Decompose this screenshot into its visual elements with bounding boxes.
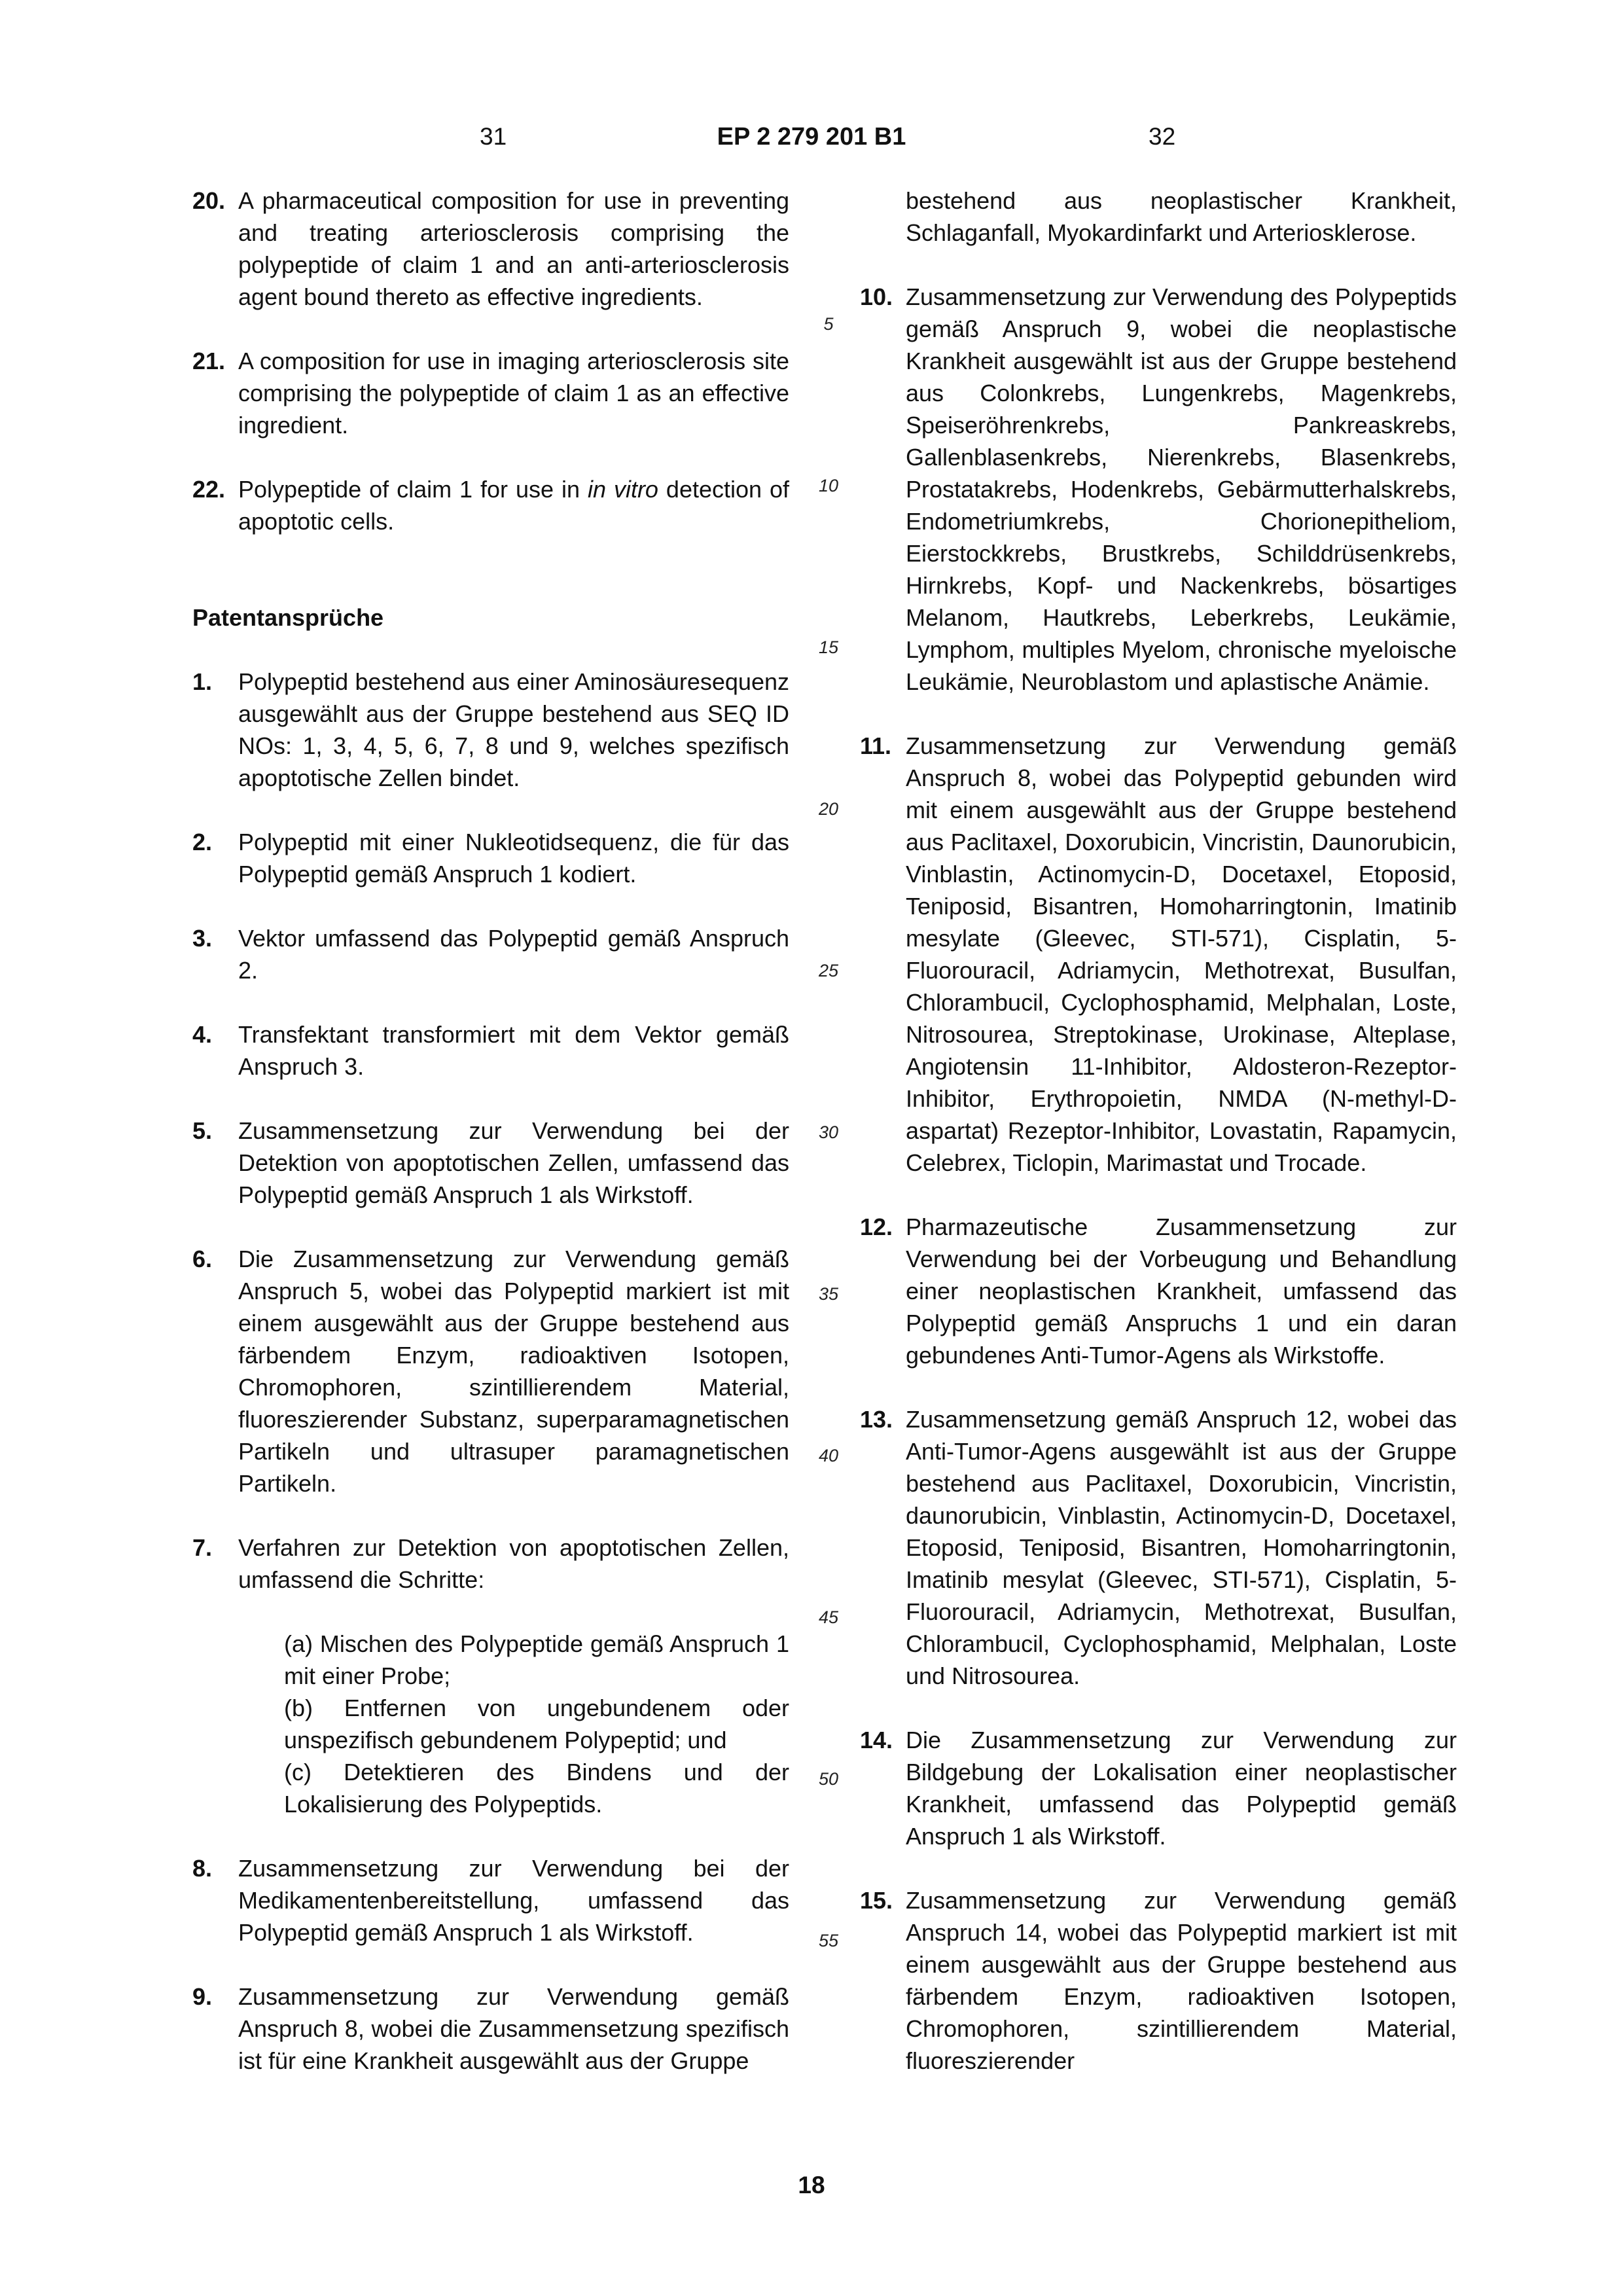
claim-15 — [860, 1884, 1457, 2077]
claim-8 — [192, 1852, 789, 1948]
line-number: 15 — [818, 637, 839, 657]
claim-text: Zusammensetzung zur Verwendung gemäß Anspruch 8, wobei die Zusammensetzung spezifisch ist für eine Krankheit ausgewählt aus der Gruppe — [238, 1983, 789, 2074]
line-number: 35 — [818, 1284, 839, 1304]
claim-text: Zusammensetzung zur Verwendung bei der Medikamentenbereitstellung, umfassend das Polypeptid gemäß Anspruch 1 als Wirkstoff. — [238, 1855, 789, 1946]
left-column — [192, 185, 789, 2077]
claim-2 — [192, 826, 789, 890]
claim-number: 8. — [192, 1855, 213, 1882]
line-number: 45 — [818, 1607, 839, 1627]
claim-3 — [192, 922, 789, 986]
claim-number: 15. — [860, 1887, 893, 1914]
claim-text: Transfektant transformiert mit dem Vektor gemäß Anspruch 3. — [238, 1021, 789, 1080]
claim-text: Zusammensetzung gemäß Anspruch 12, wobei das Anti-Tumor-Agens ausgewählt ist aus der Gruppe bestehend aus Paclitaxel, Doxorubicin, Vincristin, daunorubicin, Vinblastin, Actinomycin-D, Docetaxel, Etoposid, Teniposid, Bisantren, Homoharringtonin, Imatinib mesylat (Gleevec, STI-571), Cisplatin, 5-Fluorouracil, Adriamycin, Methotrexat, Busulfan, Chlorambucil, Cyclophosphamid, Melphalan, Loste und Nitrosourea. — [906, 1406, 1457, 1689]
claim-number: 20. — [192, 187, 226, 214]
claim-14 — [860, 1724, 1457, 1852]
claim-text: Zusammensetzung zur Verwendung gemäß Anspruch 8, wobei das Polypeptid gebunden wird mit einem ausgewählt aus der Gruppe bestehend aus Paclitaxel, Doxorubicin, Vincristin, Daunorubicin, Vinblastin, Actinomycin-D, Docetaxel, Etoposid, Teniposid, Bisantren, Homoharringtonin, Imatinib mesylate (Gleevec, STI-571), Cisplatin, 5-Fluorouracil, Adriamycin, Methotrexat, Busulfan, Chlorambucil, Cyclophosphamid, Melphalan, Loste, Nitrosourea, Streptokinase, Urokinase, Alteplase, Angiotensin 11-Inhibitor, Aldosteron-Rezeptor-Inhibitor, Erythropoietin, NMDA (N-methyl-D-aspartat) Rezeptor-Inhibitor, Lovastatin, Rapamycin, Celebrex, Ticlopin, Marimastat und Trocade. — [906, 732, 1457, 1176]
section-heading: Patentansprüche — [192, 604, 384, 631]
claim-number: 2. — [192, 829, 213, 855]
claim-text-italic: in vitro — [587, 476, 658, 503]
line-number: 50 — [818, 1769, 839, 1789]
claim-10 — [860, 281, 1457, 698]
claim-text: Die Zusammensetzung zur Verwendung zur Bildgebung der Lokalisation einer neoplastischer Krankheit, umfassend das Polypeptid gemäß Anspruch 1 als Wirkstoff. — [906, 1727, 1457, 1850]
line-number: 20 — [818, 799, 839, 819]
right-column — [860, 185, 1457, 2077]
claim-number: 1. — [192, 668, 213, 695]
line-number: 55 — [818, 1931, 839, 1950]
step-a: (a) Mischen des Polypeptide gemäß Anspruch 1 mit einer Probe; — [284, 1630, 789, 1689]
document-number: EP 2 279 201 B1 — [717, 123, 906, 151]
claim-4 — [192, 1018, 789, 1083]
claim-7 — [192, 1532, 789, 1596]
claim-text: A pharmaceutical composition for use in preventing and treating arteriosclerosis comprising the polypeptide of claim 1 and an anti-arteriosclerosis agent bound thereto as effective ingredients. — [238, 187, 789, 310]
page-number-left: 31 — [480, 123, 507, 150]
claim-number: 7. — [192, 1534, 213, 1561]
claim-number: 6. — [192, 1246, 213, 1272]
continuation-text: bestehend aus neoplastischer Krankheit, Schlaganfall, Myokardinfarkt und Arteriosklerose. — [906, 187, 1457, 246]
claim-text-after: detection of apoptotic cells. — [238, 476, 790, 535]
claim-text: Polypeptid bestehend aus einer Aminosäuresequenz ausgewählt aus der Gruppe bestehend aus SEQ ID NOs: 1, 3, 4, 5, 6, 7, 8 und 9, welches spezifisch apoptotische Zellen bindet. — [238, 668, 789, 791]
claim-number: 21. — [192, 348, 226, 374]
claim-text: Die Zusammensetzung zur Verwendung gemäß Anspruch 5, wobei das Polypeptid markiert ist mit einem ausgewählt aus der Gruppe bestehend aus färbendem Enzym, radioaktiven Isotopen, Chromophoren, szintillierendem Material, fluoreszierender Substanz, superparamagnetischen Partikeln und ultrasuper paramagnetischen Partikeln. — [238, 1246, 789, 1497]
claim-text: Vektor umfassend das Polypeptid gemäß Anspruch 2. — [238, 925, 789, 984]
claim-number: 14. — [860, 1727, 893, 1753]
claim-number: 4. — [192, 1021, 213, 1048]
claim-11 — [860, 730, 1457, 1179]
claim-5 — [192, 1115, 789, 1211]
step-b: (b) Entfernen von ungebundenem oder unspezifisch gebundenem Polypeptid; und — [284, 1695, 789, 1753]
claim-text-before: Polypeptide of claim 1 for use in — [238, 476, 588, 503]
claim-number: 11. — [860, 732, 892, 759]
claim-number: 3. — [192, 925, 213, 952]
claim-number: 13. — [860, 1406, 893, 1433]
line-number: 25 — [818, 961, 839, 980]
line-number: 40 — [818, 1446, 839, 1465]
footer-page-number: 18 — [798, 2172, 825, 2198]
claim-21 — [192, 345, 789, 441]
claim-number: 10. — [860, 283, 893, 310]
claim-number: 12. — [860, 1213, 893, 1240]
claim-22 — [192, 473, 789, 537]
page-number-right: 32 — [1149, 123, 1176, 150]
claim-number: 5. — [192, 1117, 213, 1144]
claim-text: A composition for use in imaging arteriosclerosis site comprising the polypeptide of claim 1 as an effective ingredient. — [238, 348, 789, 439]
claim-9 — [192, 1981, 789, 2077]
line-number: 30 — [818, 1122, 839, 1142]
claim-number: 9. — [192, 1983, 213, 2010]
claim-20 — [192, 185, 789, 313]
claim-number: 22. — [192, 476, 226, 503]
claim-text: Verfahren zur Detektion von apoptotischen Zellen, umfassend die Schritte: — [238, 1534, 789, 1593]
claim-text: Zusammensetzung zur Verwendung gemäß Anspruch 14, wobei das Polypeptid markiert ist mit einem ausgewählt aus der Gruppe bestehend aus färbendem Enzym, radioaktiven Isotopen, Chromophoren, szintillierendem Material, fluoreszierender — [906, 1887, 1457, 2074]
claim-1 — [192, 666, 789, 794]
line-number: 5 — [823, 314, 834, 334]
claim-6 — [192, 1243, 789, 1499]
claim-7-steps — [192, 1628, 789, 1820]
claim-12 — [860, 1211, 1457, 1371]
claim-text: Polypeptid mit einer Nukleotidsequenz, die für das Polypeptid gemäß Anspruch 1 kodiert. — [238, 829, 789, 888]
line-number: 10 — [818, 476, 839, 495]
claim-13 — [860, 1403, 1457, 1692]
claim-text: Zusammensetzung zur Verwendung des Polypeptids gemäß Anspruch 9, wobei die neoplastische Krankheit ausgewählt ist aus der Gruppe bestehend aus Colonkrebs, Lungenkrebs, Magenkrebs, Speiseröhrenkrebs, Pankreaskrebs, Gallenblasenkrebs, Nierenkrebs, Blasenkrebs, Prostatakrebs, Hodenkrebs, Gebärmutterhalskrebs, Endometriumkrebs, Chorionepitheliom, Eierstockkrebs, Brustkrebs, Schilddrüsenkrebs, Hirnkrebs, Kopf- und Nackenkrebs, bösartiges Melanom, Hautkrebs, Leberkrebs, Leukämie, Lymphom, multiples Myelom, chronische myeloische Leukämie, Neuroblastom und aplastische Anämie. — [906, 283, 1457, 695]
claim-text: Pharmazeutische Zusammensetzung zur Verwendung bei der Vorbeugung und Behandlung einer neoplastischen Krankheit, umfassend das Polypeptid gemäß Anspruchs 1 und ein daran gebundenes Anti-Tumor-Agens als Wirkstoffe. — [906, 1213, 1457, 1369]
step-c: (c) Detektieren des Bindens und der Lokalisierung des Polypeptids. — [284, 1759, 789, 1818]
claim-text: Zusammensetzung zur Verwendung bei der Detektion von apoptotischen Zellen, umfassend das Polypeptid gemäß Anspruch 1 als Wirkstoff. — [238, 1117, 789, 1208]
